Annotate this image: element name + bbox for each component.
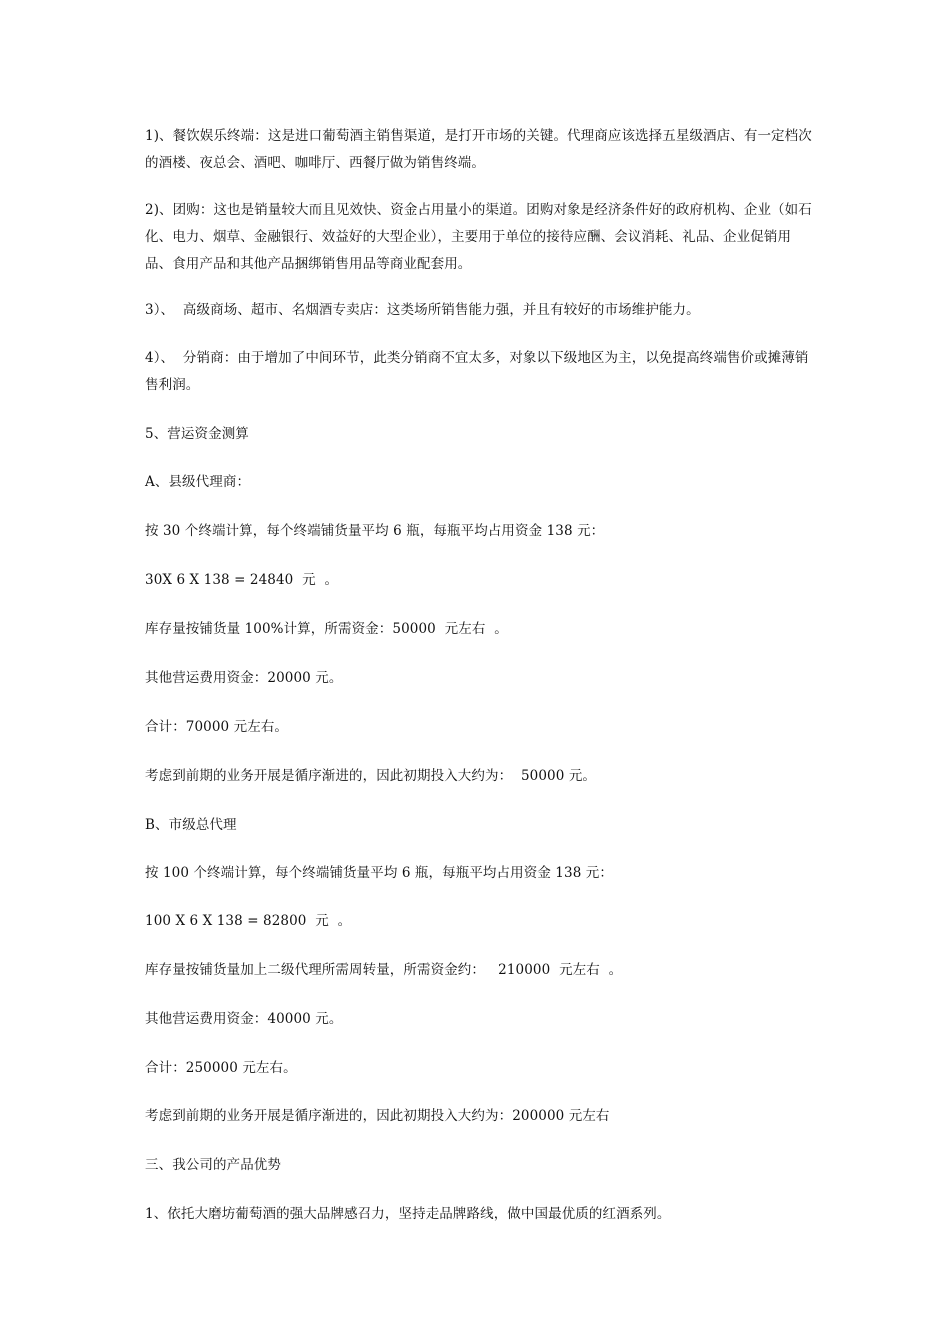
paragraph-distributors: 4）、 分销商：由于增加了中间环节，此类分销商不宜太多，对象以下级地区为主，以免提高终端售价或摊薄销售利润。 — [145, 350, 809, 393]
paragraph-county-terminals: 按 30 个终端计算，每个终端铺货量平均 6 瓶，每瓶平均占用资金 138 元： — [145, 523, 605, 539]
paragraph-county-initial: 考虑到前期的业务开展是循序渐进的，因此初期投入大约为： 50000 元。 — [145, 768, 597, 784]
heading-county-agent: A、县级代理商： — [145, 474, 251, 490]
paragraph-high-end-stores: 3）、 高级商场、超市、名烟酒专卖店：这类场所销售能力强，并且有较好的市场维护能力。 — [145, 302, 700, 318]
formula-city: 100 X 6 X 138 = 82800 元 。 — [145, 913, 352, 929]
formula-county: 30X 6 X 138 = 24840 元 。 — [145, 572, 339, 588]
paragraph-advantage-1: 1、依托大磨坊葡萄酒的强大品牌感召力，坚持走品牌路线，做中国最优质的红酒系列。 — [145, 1206, 671, 1222]
paragraph-county-total: 合计：70000 元左右。 — [145, 719, 289, 735]
heading-product-advantages: 三、我公司的产品优势 — [145, 1157, 281, 1173]
paragraph-catering-terminal: 1)、餐饮娱乐终端：这是进口葡萄酒主销售渠道，是打开市场的关键。代理商应该选择五星级酒店、有一定档次的酒楼、夜总会、酒吧、咖啡厅、西餐厅做为销售终端。 — [145, 128, 812, 171]
paragraph-city-initial: 考虑到前期的业务开展是循序渐进的，因此初期投入大约为：200000 元左右 — [145, 1108, 610, 1124]
paragraph-county-other-costs: 其他营运费用资金：20000 元。 — [145, 670, 343, 686]
paragraph-city-inventory: 库存量按铺货量加上二级代理所需周转量，所需资金约： 210000 元左右 。 — [145, 962, 623, 978]
paragraph-city-total: 合计：250000 元左右。 — [145, 1060, 297, 1076]
paragraph-city-other-costs: 其他营运费用资金：40000 元。 — [145, 1011, 343, 1027]
paragraph-county-inventory: 库存量按铺货量 100%计算，所需资金：50000 元左右 。 — [145, 621, 508, 637]
heading-working-capital: 5、营运资金测算 — [145, 426, 249, 442]
heading-city-agent: B、市级总代理 — [145, 817, 237, 833]
paragraph-group-purchase: 2)、团购：这也是销量较大而且见效快、资金占用量小的渠道。团购对象是经济条件好的政府机构、企业（如石化、电力、烟草、金融银行、效益好的大型企业），主要用于单位的接待应酬、会议消耗、礼品、企业促销用品、食用产品和其他产品捆绑销售用品等商业配套用。 — [145, 202, 812, 272]
paragraph-city-terminals: 按 100 个终端计算，每个终端铺货量平均 6 瓶，每瓶平均占用资金 138 元： — [145, 865, 613, 881]
